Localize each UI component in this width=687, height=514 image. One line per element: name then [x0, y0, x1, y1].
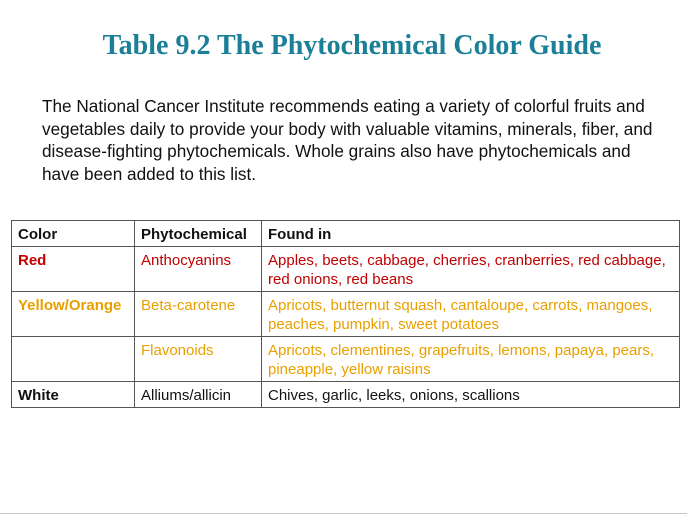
- row-phytochemical: Alliums/allicin: [135, 382, 262, 408]
- row-phytochemical: Anthocyanins: [135, 247, 262, 292]
- phytochemical-table: [11, 220, 680, 408]
- header-phytochemical: Phytochemical: [135, 221, 262, 247]
- row-phytochemical: Flavonoids: [135, 337, 262, 382]
- table-row: [12, 382, 680, 408]
- table-row: [12, 247, 680, 292]
- row-found-in: Chives, garlic, leeks, onions, scallions: [262, 382, 680, 408]
- header-found-in: Found in: [262, 221, 680, 247]
- row-color-yellow-orange: Yellow/Orange: [12, 292, 135, 337]
- row-color-red: Red: [12, 247, 135, 292]
- intro-paragraph: The National Cancer Institute recommends eating a variety of colorful fruits and vegetables daily to provide your body with valuable vitamins, minerals, fiber, and disease-fighting phytochemicals. Whole grains also have phytochemicals and have been added to this list.: [42, 96, 653, 184]
- page-title: Table 9.2 The Phytochemical Color Guide: [102, 30, 602, 61]
- row-found-in: Apples, beets, cabbage, cherries, cranberries, red cabbage, red onions, red beans: [262, 247, 680, 292]
- row-found-in: Apricots, clementines, grapefruits, lemons, papaya, pears, pineapple, yellow raisins: [262, 337, 680, 382]
- row-phytochemical: Beta-carotene: [135, 292, 262, 337]
- row-color-white: White: [12, 382, 135, 408]
- table-row: [12, 292, 680, 337]
- table-header-row: [12, 221, 680, 247]
- header-color: Color: [12, 221, 135, 247]
- row-found-in: Apricots, butternut squash, cantaloupe, carrots, mangoes, peaches, pumpkin, sweet potatoes: [262, 292, 680, 337]
- row-color-empty: [12, 337, 135, 382]
- table-row: [12, 337, 680, 382]
